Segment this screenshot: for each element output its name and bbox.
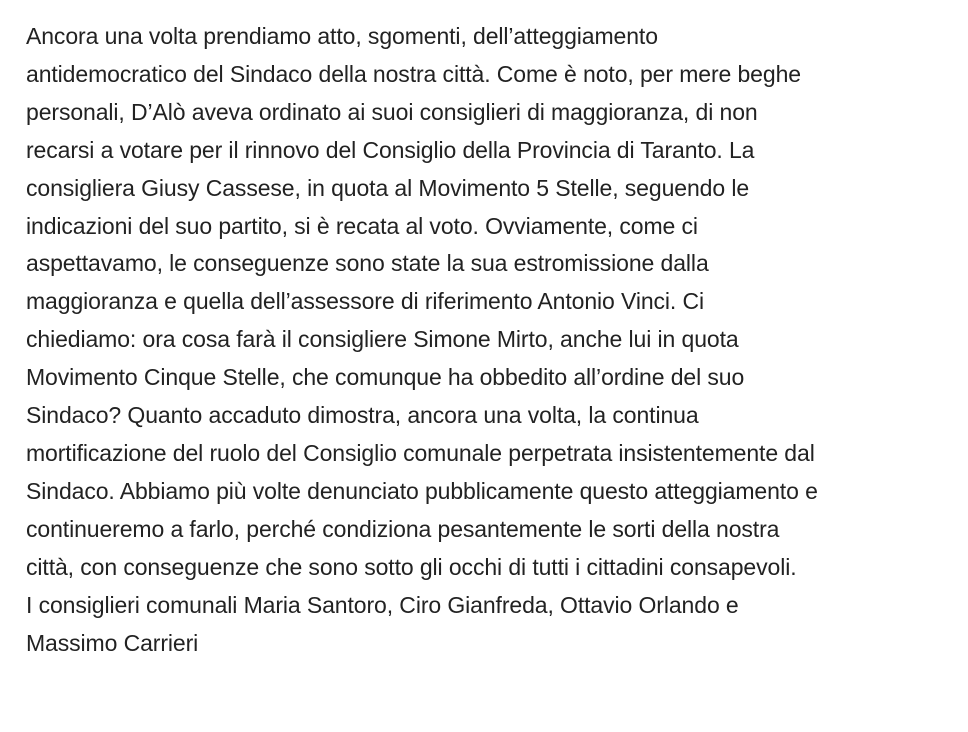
text-line: aspettavamo, le conseguenze sono state la sua estromissione dalla [26, 250, 709, 277]
text-line: Ancora una volta prendiamo atto, sgomenti, dell’atteggiamento [26, 23, 658, 49]
text-line: città, con conseguenze che sono sotto gli occhi di tutti i cittadini consapevoli. [26, 553, 797, 580]
text-line: antidemocratico del Sindaco della nostra città. Come è noto, per mere beghe [26, 60, 801, 87]
text-line: Sindaco? Quanto accaduto dimostra, ancora una volta, la continua [26, 402, 699, 429]
article-body [26, 18, 946, 662]
text-line: mortificazione del ruolo del Consiglio comunale perpetrata insistentemente dal [26, 439, 815, 466]
text-line: continueremo a farlo, perché condiziona pesantemente le sorti della nostra [26, 515, 780, 542]
text-line: consigliera Giusy Cassese, in quota al Movimento 5 Stelle, seguendo le [26, 174, 750, 201]
text-line: indicazioni del suo partito, si è recata al voto. Ovviamente, come ci [26, 212, 698, 239]
signature-line: I consiglieri comunali Maria Santoro, Ciro Gianfreda, Ottavio Orlando e [26, 591, 739, 618]
text-line: maggioranza e quella dell’assessore di riferimento Antonio Vinci. Ci [26, 288, 705, 315]
text-line: Movimento Cinque Stelle, che comunque ha obbedito all’ordine del suo [26, 364, 745, 391]
text-line: personali, D’Alò aveva ordinato ai suoi consiglieri di maggioranza, di non [26, 98, 758, 125]
text-line: chiediamo: ora cosa farà il consigliere Simone Mirto, anche lui in quota [26, 326, 739, 353]
signature-line: Massimo Carrieri [26, 629, 199, 656]
text-line: recarsi a votare per il rinnovo del Consiglio della Provincia di Taranto. La [26, 136, 755, 163]
text-line: Sindaco. Abbiamo più volte denunciato pubblicamente questo atteggiamento e [26, 477, 818, 504]
